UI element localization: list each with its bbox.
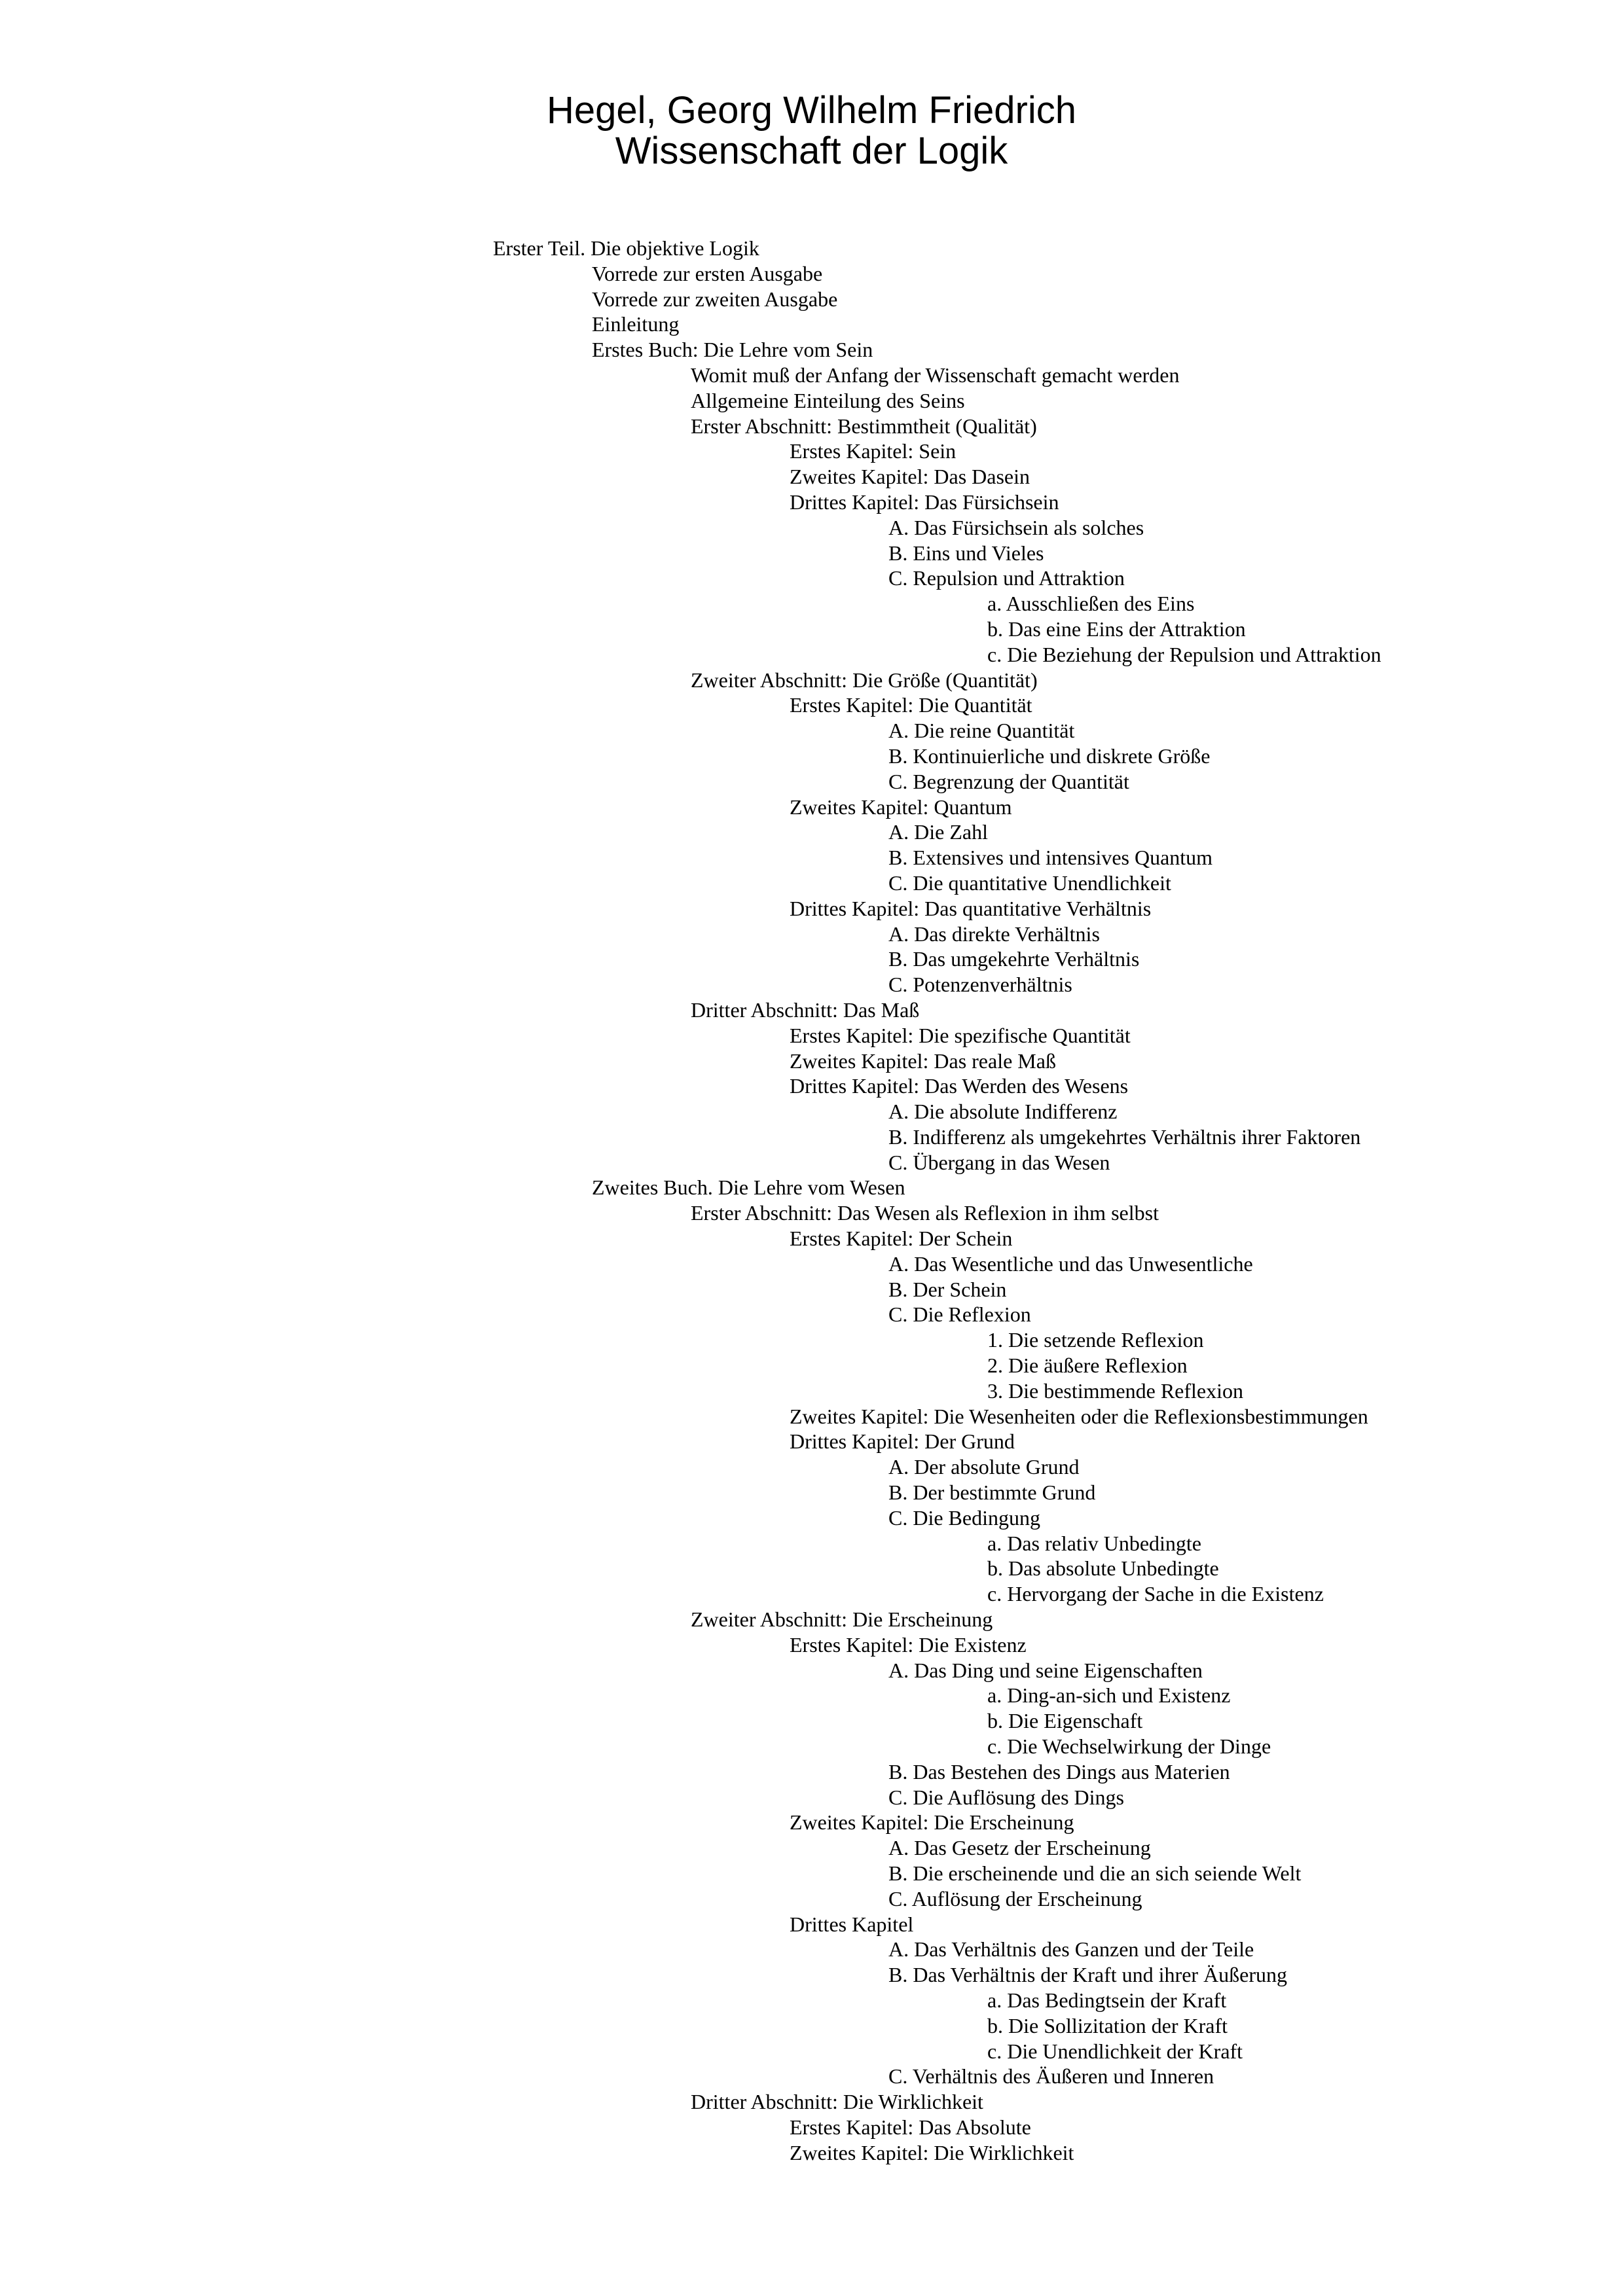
toc-entry: B. Kontinuierliche und diskrete Größe <box>888 744 1211 768</box>
toc-entry: Womit muß der Anfang der Wissenschaft gemacht werden <box>691 363 1180 387</box>
toc-entry: Erstes Kapitel: Das Absolute <box>790 2115 1031 2139</box>
toc-entry: Drittes Kapitel: Der Grund <box>790 1429 1015 1454</box>
toc-entry: Zweites Buch. Die Lehre vom Wesen <box>592 1175 905 1200</box>
toc-entry: A. Die reine Quantität <box>888 719 1075 743</box>
toc-entry: 2. Die äußere Reflexion <box>987 1354 1188 1378</box>
toc-entry: Dritter Abschnitt: Die Wirklichkeit <box>691 2090 983 2114</box>
toc-entry: Erstes Kapitel: Die Existenz <box>790 1632 1027 1657</box>
toc-entry: B. Der bestimmte Grund <box>888 1480 1096 1505</box>
toc-entry: B. Das Bestehen des Dings aus Materien <box>888 1759 1230 1784</box>
toc-entry: A. Das Verhältnis des Ganzen und der Teile <box>888 1937 1254 1962</box>
toc-entry: Erster Abschnitt: Bestimmtheit (Qualität) <box>691 414 1037 438</box>
toc-entry: C. Verhältnis des Äußeren und Inneren <box>888 2064 1214 2089</box>
toc-entry: Erstes Buch: Die Lehre vom Sein <box>592 338 873 362</box>
toc-entry: C. Die quantitative Unendlichkeit <box>888 870 1171 895</box>
toc-entry: C. Die Bedingung <box>888 1505 1040 1530</box>
toc-entry: a. Ding-an-sich und Existenz <box>987 1683 1231 1708</box>
toc-entry: B. Eins und Vieles <box>888 541 1044 565</box>
author-title: Hegel, Georg Wilhelm Friedrich <box>546 89 1077 132</box>
toc-entry: Allgemeine Einteilung des Seins <box>691 388 965 412</box>
toc-entry: Vorrede zur ersten Ausgabe <box>592 261 823 285</box>
toc-entry: Erstes Kapitel: Die Quantität <box>790 693 1032 717</box>
toc-entry: Erstes Kapitel: Der Schein <box>790 1227 1013 1251</box>
toc-entry: Dritter Abschnitt: Das Maß <box>691 997 920 1022</box>
toc-entry: Drittes Kapitel: Das quantitative Verhältnis <box>790 896 1152 920</box>
toc-entry: b. Das absolute Unbedingte <box>987 1556 1219 1581</box>
toc-entry: Drittes Kapitel: Das Fürsichsein <box>790 490 1059 514</box>
title-block <box>0 90 1623 171</box>
toc-entry: 1. Die setzende Reflexion <box>987 1328 1204 1352</box>
toc-entry: a. Ausschließen des Eins <box>987 592 1195 616</box>
toc-entry: Erster Teil. Die objektive Logik <box>493 236 759 260</box>
toc-entry: C. Auflösung der Erscheinung <box>888 1886 1142 1910</box>
toc-entry: B. Die erscheinende und die an sich seiende Welt <box>888 1861 1302 1885</box>
toc-entry: b. Das eine Eins der Attraktion <box>987 617 1246 641</box>
toc-entry: a. Das relativ Unbedingte <box>987 1531 1201 1555</box>
toc-entry: 3. Die bestimmende Reflexion <box>987 1378 1244 1403</box>
toc-entry: B. Das umgekehrte Verhältnis <box>888 947 1140 971</box>
toc-entry: Erster Abschnitt: Das Wesen als Reflexion in ihm selbst <box>691 1201 1159 1225</box>
toc-entry: C. Repulsion und Attraktion <box>888 566 1125 590</box>
toc-entry: Erstes Kapitel: Die spezifische Quantität <box>790 1023 1131 1047</box>
toc-entry: b. Die Sollizitation der Kraft <box>987 2013 1228 2037</box>
toc-entry: A. Das direkte Verhältnis <box>888 922 1100 946</box>
toc-entry: a. Das Bedingtsein der Kraft <box>987 1988 1227 2012</box>
toc-entry: c. Die Wechselwirkung der Dinge <box>987 1734 1271 1759</box>
toc-entry: Zweites Kapitel: Die Wirklichkeit <box>790 2140 1074 2164</box>
toc-entry: Zweites Kapitel: Die Erscheinung <box>790 1810 1074 1835</box>
toc-entry: C. Die Auflösung des Dings <box>888 1785 1124 1809</box>
toc-entry: C. Die Reflexion <box>888 1302 1031 1327</box>
toc-entry: A. Das Ding und seine Eigenschaften <box>888 1658 1203 1682</box>
toc-entry: Zweites Kapitel: Das reale Maß <box>790 1049 1056 1073</box>
toc-entry: Erstes Kapitel: Sein <box>790 439 957 463</box>
toc-entry: C. Begrenzung der Quantität <box>888 769 1129 793</box>
toc-entry: b. Die Eigenschaft <box>987 1709 1143 1733</box>
toc-entry: c. Die Beziehung der Repulsion und Attraktion <box>987 642 1381 666</box>
toc-entry: B. Extensives und intensives Quantum <box>888 846 1213 870</box>
toc-entry: Zweiter Abschnitt: Die Größe (Quantität) <box>691 668 1038 692</box>
toc-entry: Zweites Kapitel: Das Dasein <box>790 465 1030 489</box>
toc-entry: Zweites Kapitel: Quantum <box>790 795 1012 819</box>
toc-entry: B. Indifferenz als umgekehrtes Verhältnis ihrer Faktoren <box>888 1124 1361 1149</box>
toc-entry: Drittes Kapitel <box>790 1912 914 1936</box>
toc-entry: Zweites Kapitel: Die Wesenheiten oder die Reflexionsbestimmungen <box>790 1404 1368 1428</box>
toc-entry: A. Das Wesentliche und das Unwesentliche <box>888 1251 1253 1276</box>
toc-entry: B. Der Schein <box>888 1277 1007 1301</box>
toc-entry: C. Potenzenverhältnis <box>888 973 1072 997</box>
toc-entry: A. Die absolute Indifferenz <box>888 1100 1118 1124</box>
toc-entry: A. Das Fürsichsein als solches <box>888 515 1144 539</box>
toc-entry: C. Übergang in das Wesen <box>888 1150 1110 1174</box>
toc-entry: B. Das Verhältnis der Kraft und ihrer Äußerung <box>888 1963 1288 1987</box>
work-title: Wissenschaft der Logik <box>615 130 1008 172</box>
toc-entry: A. Der absolute Grund <box>888 1455 1080 1479</box>
toc-entry: c. Hervorgang der Sache in die Existenz <box>987 1582 1324 1606</box>
toc-entry: c. Die Unendlichkeit der Kraft <box>987 2039 1243 2063</box>
toc-entry: Vorrede zur zweiten Ausgabe <box>592 287 838 311</box>
toc-entry: Zweiter Abschnitt: Die Erscheinung <box>691 1607 993 1632</box>
toc-entry: A. Die Zahl <box>888 820 988 844</box>
toc-entry: A. Das Gesetz der Erscheinung <box>888 1836 1151 1860</box>
table-of-contents <box>493 236 1381 2166</box>
toc-entry: Drittes Kapitel: Das Werden des Wesens <box>790 1074 1129 1098</box>
toc-entry: Einleitung <box>592 312 680 336</box>
